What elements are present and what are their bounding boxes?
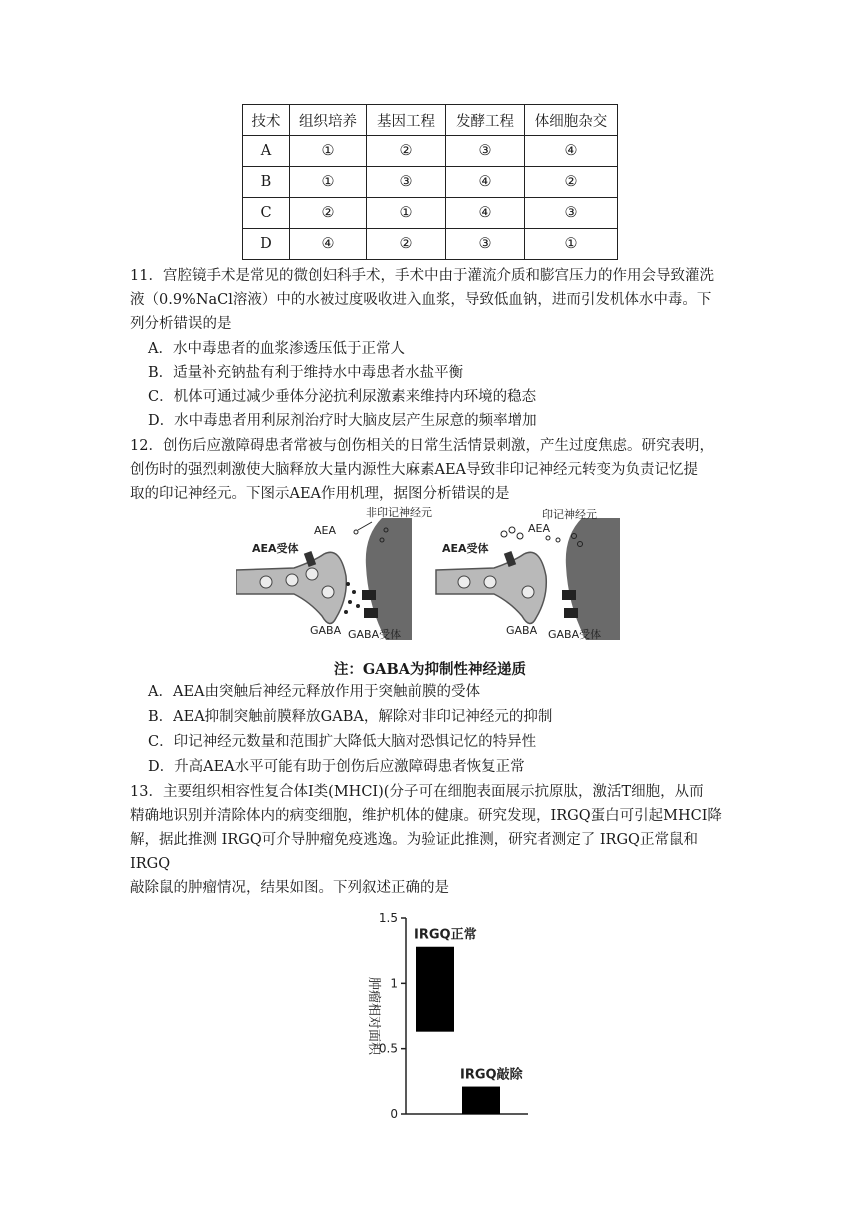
option-11-c[interactable]: C．机体可通过减少垂体分泌抗利尿激素来维持内环境的稳态 (148, 389, 537, 405)
vesicle (286, 574, 298, 586)
y-tick-label: 0.5 (378, 1041, 398, 1056)
table-cell: ① (290, 167, 367, 198)
gaba-receptor-shape (364, 608, 378, 618)
left-neuron-label: 非印记神经元 (366, 506, 432, 519)
bar-label: IRGQ正常 (414, 927, 477, 943)
stem-line: 液（0.9%NaCl溶液）中的水被过度吸收进入血浆，导致低血钠，进而引发机体水中毒。下 (130, 292, 712, 308)
table-header-cell: 发酵工程 (446, 105, 525, 136)
figure-note: 注：GABA为抑制性神经递质 (333, 661, 527, 678)
table-cell: ④ (446, 167, 525, 198)
right-panel (436, 518, 620, 640)
table-cell: ④ (525, 136, 618, 167)
table-header-cell: 组织培养 (290, 105, 367, 136)
table-cell: ① (367, 198, 446, 229)
gaba-dot (356, 604, 360, 608)
aea-mechanism-figure (236, 506, 620, 646)
stem-line: 解，据此推测 IRGQ可介导肿瘤免疫逃逸。为验证此推测，研究者测定了 IRGQ正常鼠和IRGQ (130, 832, 698, 872)
stem-line: 精确地识别并清除体内的病变细胞，维护机体的健康。研究发现，IRGQ蛋白可引起MHCI降 (130, 808, 722, 824)
vesicle (306, 568, 318, 580)
table-header-cell: 体细胞杂交 (525, 105, 618, 136)
gaba-dot (346, 582, 350, 586)
bars (414, 927, 524, 1114)
gaba-label-right: GABA (506, 624, 538, 637)
aea-molecule (556, 538, 560, 542)
bar (462, 1087, 500, 1114)
table-header-cell: 基因工程 (367, 105, 446, 136)
aea-molecule (517, 533, 523, 539)
option-12-d[interactable]: D．升高AEA水平可能有助于创伤后应激障碍患者恢复正常 (148, 759, 525, 775)
stem-line: 12．创伤后应激障碍患者常被与创伤相关的日常生活情景刺激，产生过度焦虑。研究表明， (130, 438, 714, 454)
aea-molecule (546, 536, 550, 540)
stem-line: 列分析错误的是 (130, 316, 232, 332)
bar-label: IRGQ敲除 (460, 1067, 523, 1083)
table-row (243, 167, 618, 198)
table-header-row (243, 105, 618, 136)
tumor-area-chart (356, 904, 536, 1124)
gaba-dot (348, 600, 352, 604)
table-cell: D (243, 229, 290, 260)
table-cell: A (243, 136, 290, 167)
gaba-receptor-shape (362, 590, 376, 600)
stem-line: 敲除鼠的肿瘤情况，结果如图。下列叙述正确的是 (130, 880, 449, 896)
table-cell: ① (290, 136, 367, 167)
vesicle (522, 586, 534, 598)
stem-line: 11．宫腔镜手术是常见的微创妇科手术，手术中由于灌流介质和膨宫压力的作用会导致灌洗 (130, 268, 714, 284)
bar (416, 947, 454, 1032)
stem-line: 创伤时的强烈刺激使大脑释放大量内源性大麻素AEA导致非印记神经元转变为负责记忆提 (130, 462, 699, 478)
option-11-d[interactable]: D．水中毒患者用利尿剂治疗时大脑皮层产生尿意的频率增加 (148, 413, 537, 429)
option-11-a[interactable]: A．水中毒患者的血浆渗透压低于正常人 (148, 341, 405, 357)
table-cell: C (243, 198, 290, 229)
aea-molecule (501, 531, 507, 537)
aea-receptor-label-left: AEA受体 (252, 542, 299, 555)
technology-table (242, 104, 618, 260)
table-row (243, 229, 618, 260)
question-11-stem (130, 264, 730, 336)
vesicle (458, 576, 470, 588)
gaba-receptor-label-right: GABA受体 (548, 628, 602, 641)
right-neuron-label: 印记神经元 (542, 508, 597, 521)
table-header-cell: 技术 (243, 105, 290, 136)
table-row (243, 136, 618, 167)
gaba-receptor-shape (564, 608, 578, 618)
aea-molecule (354, 530, 358, 534)
vesicle (484, 576, 496, 588)
table-cell: ② (525, 167, 618, 198)
table-cell: ③ (367, 167, 446, 198)
table-cell: ③ (446, 136, 525, 167)
stem-line: 13．主要组织相容性复合体Ⅰ类(MHCI)(分子可在细胞表面展示抗原肽，激活T细胞，从而 (130, 784, 704, 800)
postsynaptic-neuron (566, 518, 620, 640)
option-11-b[interactable]: B．适量补充钠盐有利于维持水中毒患者水盐平衡 (148, 365, 464, 381)
option-12-a[interactable]: A．AEA由突触后神经元释放作用于突触前膜的受体 (148, 684, 480, 700)
aea-label-right: AEA (528, 522, 550, 535)
table-cell: ③ (446, 229, 525, 260)
table-cell: ④ (446, 198, 525, 229)
pointer-line (358, 522, 372, 530)
table-cell: ② (290, 198, 367, 229)
table-cell: ④ (290, 229, 367, 260)
table-cell: ① (525, 229, 618, 260)
aea-receptor-label-right: AEA受体 (442, 542, 489, 555)
aea-label-left: AEA (314, 524, 336, 537)
option-12-b[interactable]: B．AEA抑制突触前膜释放GABA，解除对非印记神经元的抑制 (148, 709, 553, 725)
vesicle (322, 586, 334, 598)
option-12-c[interactable]: C．印记神经元数量和范围扩大降低大脑对恐惧记忆的特异性 (148, 734, 537, 750)
y-axis-label: 肿瘤相对面积 (366, 976, 381, 1056)
aea-molecule (509, 527, 515, 533)
gaba-receptor-shape (562, 590, 576, 600)
gaba-dot (344, 610, 348, 614)
gaba-label-left: GABA (310, 624, 342, 637)
y-tick-label: 1 (390, 976, 398, 991)
table-cell: ② (367, 229, 446, 260)
postsynaptic-neuron (366, 518, 412, 640)
question-13-stem (130, 780, 730, 900)
stem-line: 取的印记神经元。下图示AEA作用机理，据图分析错误的是 (130, 486, 510, 502)
gaba-receptor-label-left: GABA受体 (348, 628, 402, 641)
y-tick-label: 0 (390, 1107, 398, 1121)
question-12-stem (130, 434, 730, 506)
y-ticks (379, 911, 406, 1121)
table-row (243, 198, 618, 229)
vesicle (260, 576, 272, 588)
gaba-dot (352, 590, 356, 594)
y-tick-label: 1.5 (378, 911, 398, 925)
table-cell: B (243, 167, 290, 198)
table-cell: ② (367, 136, 446, 167)
table-cell: ③ (525, 198, 618, 229)
